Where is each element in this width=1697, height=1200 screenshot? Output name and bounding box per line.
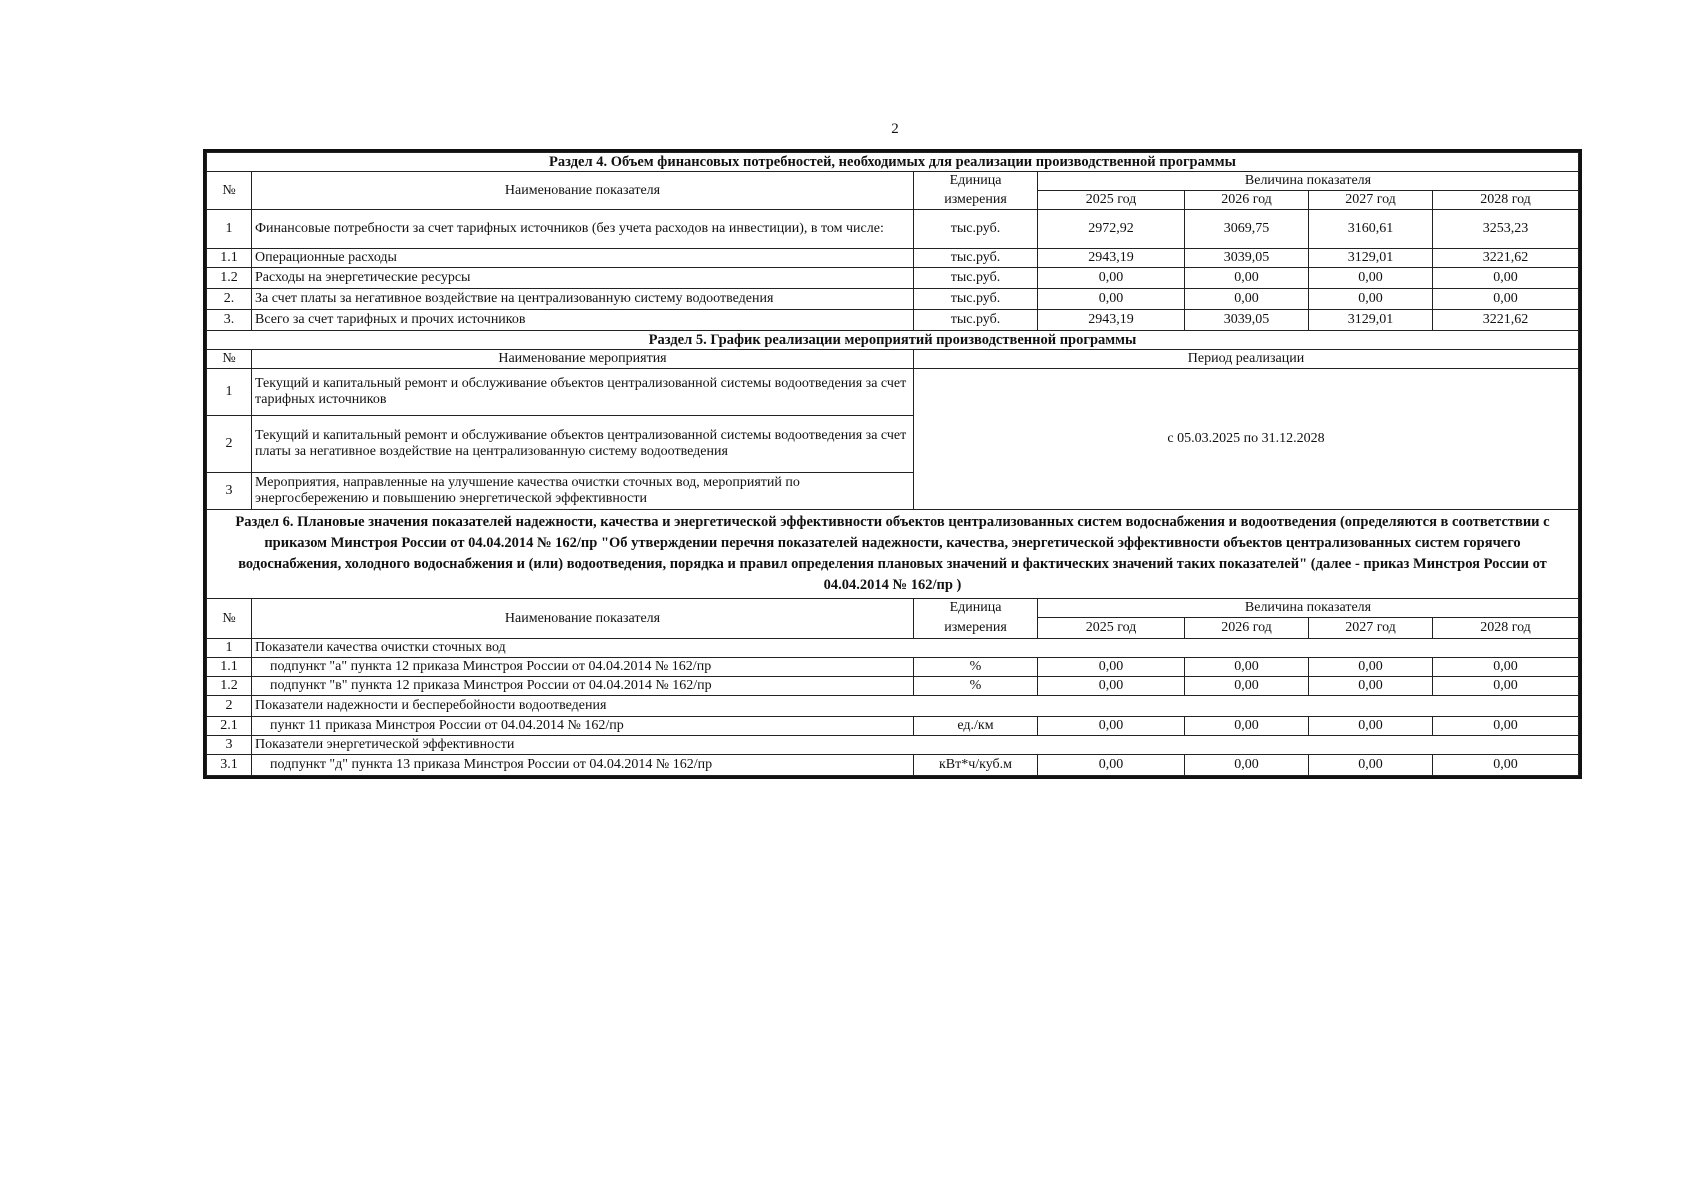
row-name: Текущий и капитальный ремонт и обслуживание объектов централизованной системы водоотведения за счет тарифных источников: [252, 369, 914, 416]
row-name: Мероприятия, направленные на улучшение качества очистки сточных вод, мероприятий по энергосбережению и повышению энергетической эффективности: [252, 473, 914, 510]
group-name: Показатели качества очистки сточных вод: [252, 639, 1579, 658]
row-value: 0,00: [1309, 268, 1433, 289]
row-unit: %: [914, 677, 1038, 696]
header-unit-line1: Единица: [914, 172, 1038, 191]
header-year: 2028 год: [1433, 618, 1579, 639]
header-year: 2026 год: [1185, 618, 1309, 639]
row-value: 0,00: [1038, 677, 1185, 696]
row-value: 0,00: [1185, 755, 1309, 776]
header-num: №: [207, 172, 252, 210]
table-row: [207, 289, 1579, 310]
row-value: 2943,19: [1038, 249, 1185, 268]
row-value: 3253,23: [1433, 210, 1579, 249]
group-num: 3: [207, 736, 252, 755]
row-value: 0,00: [1309, 658, 1433, 677]
row-value: 0,00: [1433, 717, 1579, 736]
row-value: 0,00: [1309, 717, 1433, 736]
row-value: 0,00: [1309, 289, 1433, 310]
row-name: Текущий и капитальный ремонт и обслуживание объектов централизованной системы водоотведения за счет платы за негативное воздействие на централизованную систему водоотведения: [252, 416, 914, 473]
table-row: [207, 658, 1579, 677]
row-unit: тыс.руб.: [914, 268, 1038, 289]
header-num: №: [207, 599, 252, 639]
row-value: 3221,62: [1433, 310, 1579, 331]
row-unit: тыс.руб.: [914, 210, 1038, 249]
row-value: 3039,05: [1185, 249, 1309, 268]
row-value: 0,00: [1038, 755, 1185, 776]
row-value: 0,00: [1433, 755, 1579, 776]
table-row: [207, 210, 1579, 249]
row-unit: %: [914, 658, 1038, 677]
group-row: [207, 696, 1579, 717]
header-year: 2025 год: [1038, 191, 1185, 210]
header-event-name: Наименование мероприятия: [252, 350, 914, 369]
header-unit-line2: измерения: [914, 618, 1038, 639]
row-unit: тыс.руб.: [914, 310, 1038, 331]
row-value: 0,00: [1433, 289, 1579, 310]
section6-title: Раздел 6. Плановые значения показателей надежности, качества и энергетической эффективности объектов централизованных систем водоснабжения и водоотведения (определяются в соответствии с приказом Минстроя России от 04.04.2014 № 162/пр "Об утверждении перечня показателей надежности, качества, энергетической эффективности объектов централизованных систем горячего водоснабжения, холодного водоснабжения и (или) водоотведения, порядка и правил определения плановых значений и фактических значений таких показателей" (далее - приказ Минстроя России от 04.04.2014 № 162/пр ): [207, 510, 1579, 599]
row-value: 2943,19: [1038, 310, 1185, 331]
row-num: 2: [207, 416, 252, 473]
row-unit: ед./км: [914, 717, 1038, 736]
row-value: 0,00: [1038, 289, 1185, 310]
header-name: Наименование показателя: [252, 599, 914, 639]
table-row: [207, 249, 1579, 268]
header-year: 2027 год: [1309, 191, 1433, 210]
row-value: 0,00: [1433, 268, 1579, 289]
group-name: Показатели надежности и бесперебойности водоотведения: [252, 696, 1579, 717]
row-unit: тыс.руб.: [914, 289, 1038, 310]
header-unit-line1: Единица: [914, 599, 1038, 618]
table-row: [207, 717, 1579, 736]
section4-title: Раздел 4. Объем финансовых потребностей, необходимых для реализации производственной программы: [207, 153, 1579, 172]
header-year: 2025 год: [1038, 618, 1185, 639]
row-value: 3129,01: [1309, 310, 1433, 331]
group-name: Показатели энергетической эффективности: [252, 736, 1579, 755]
row-value: 0,00: [1433, 658, 1579, 677]
row-value: 0,00: [1038, 268, 1185, 289]
row-value: 0,00: [1309, 677, 1433, 696]
table-row: [207, 677, 1579, 696]
row-num: 3: [207, 473, 252, 510]
row-num: 1.2: [207, 268, 252, 289]
row-name: подпункт "а" пункта 12 приказа Минстроя России от 04.04.2014 № 162/пр: [252, 658, 914, 677]
header-name: Наименование показателя: [252, 172, 914, 210]
row-num: 3.: [207, 310, 252, 331]
group-row: [207, 736, 1579, 755]
table-row: [207, 369, 1579, 416]
period-value: с 05.03.2025 по 31.12.2028: [914, 369, 1579, 510]
row-value: 3129,01: [1309, 249, 1433, 268]
group-row: [207, 639, 1579, 658]
row-name: пункт 11 приказа Минстроя России от 04.04.2014 № 162/пр: [252, 717, 914, 736]
row-name: Всего за счет тарифных и прочих источников: [252, 310, 914, 331]
header-value: Величина показателя: [1038, 172, 1579, 191]
page-number: 2: [891, 121, 899, 137]
row-unit: тыс.руб.: [914, 249, 1038, 268]
row-value: 0,00: [1185, 268, 1309, 289]
row-value: 0,00: [1185, 717, 1309, 736]
row-name: Операционные расходы: [252, 249, 914, 268]
row-num: 1: [207, 210, 252, 249]
header-year: 2026 год: [1185, 191, 1309, 210]
row-value: 0,00: [1038, 658, 1185, 677]
header-period: Период реализации: [914, 350, 1579, 369]
row-unit: кВт*ч/куб.м: [914, 755, 1038, 776]
table-row: [207, 310, 1579, 331]
row-name: подпункт "д" пункта 13 приказа Минстроя России от 04.04.2014 № 162/пр: [252, 755, 914, 776]
group-num: 1: [207, 639, 252, 658]
row-num: 1.2: [207, 677, 252, 696]
table-row: [207, 755, 1579, 776]
row-name: Финансовые потребности за счет тарифных источников (без учета расходов на инвестиции), в том числе:: [252, 210, 914, 249]
header-unit-line2: измерения: [914, 191, 1038, 210]
row-value: 0,00: [1185, 289, 1309, 310]
header-num: №: [207, 350, 252, 369]
row-value: 0,00: [1185, 658, 1309, 677]
row-value: 0,00: [1309, 755, 1433, 776]
row-num: 1.1: [207, 658, 252, 677]
row-value: 3039,05: [1185, 310, 1309, 331]
row-value: 0,00: [1038, 717, 1185, 736]
row-num: 2.1: [207, 717, 252, 736]
row-value: 3221,62: [1433, 249, 1579, 268]
document-table: [203, 149, 1582, 779]
row-num: 1: [207, 369, 252, 416]
table-row: [207, 268, 1579, 289]
row-num: 1.1: [207, 249, 252, 268]
row-value: 2972,92: [1038, 210, 1185, 249]
group-num: 2: [207, 696, 252, 717]
row-value: 3069,75: [1185, 210, 1309, 249]
header-year: 2028 год: [1433, 191, 1579, 210]
section4-table: [206, 152, 1579, 776]
row-name: подпункт "в" пункта 12 приказа Минстроя России от 04.04.2014 № 162/пр: [252, 677, 914, 696]
row-name: За счет платы за негативное воздействие на централизованную систему водоотведения: [252, 289, 914, 310]
row-value: 0,00: [1433, 677, 1579, 696]
header-year: 2027 год: [1309, 618, 1433, 639]
row-value: 0,00: [1185, 677, 1309, 696]
row-value: 3160,61: [1309, 210, 1433, 249]
row-num: 3.1: [207, 755, 252, 776]
row-num: 2.: [207, 289, 252, 310]
row-name: Расходы на энергетические ресурсы: [252, 268, 914, 289]
header-value: Величина показателя: [1038, 599, 1579, 618]
section5-title: Раздел 5. График реализации мероприятий производственной программы: [207, 331, 1579, 350]
